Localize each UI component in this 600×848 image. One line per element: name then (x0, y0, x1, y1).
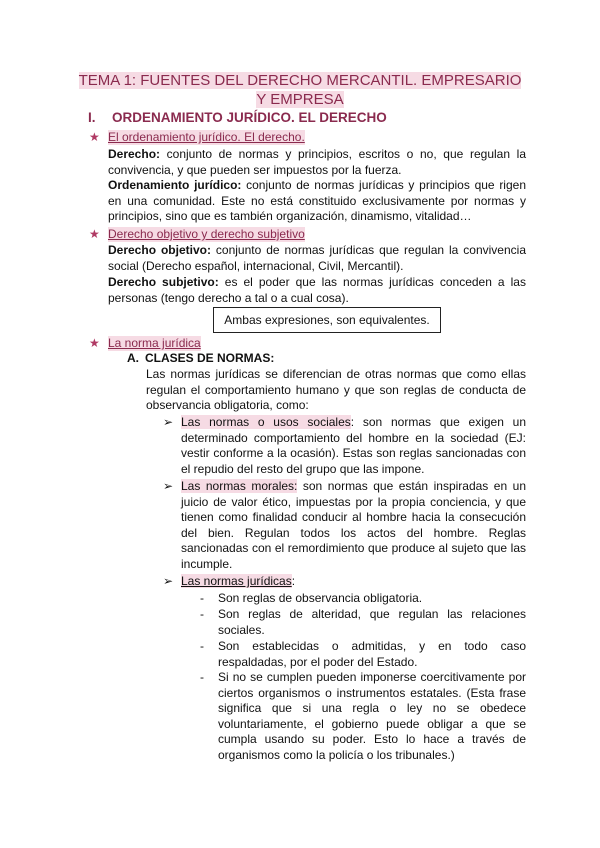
dash-bullet: - (200, 639, 204, 653)
star-bullet-icon: ★ (89, 130, 100, 144)
section-title: ORDENAMIENTO JURÍDICO. EL DERECHO (112, 110, 387, 125)
def-sociales: : son normas que exigen un determinado comportamiento del hombre en la sociedad (EJ: vestir conforme a la ocasión). Estas son reglas sancionadas con el repudio del resto del grupo que las impone. (181, 415, 526, 476)
paragraph-morales (181, 479, 526, 572)
arrow-bullet-icon: ➢ (163, 415, 174, 429)
list-item: Son establecidas o admitidas, y en todo caso respaldadas, por el poder del Estado. (218, 639, 526, 669)
paragraph-derecho (108, 147, 526, 178)
term-derecho: Derecho: (108, 147, 161, 161)
paragraph-intro: Las normas jurídicas se diferencian de otras normas que como ellas regulan el comportamiento humano y que son reglas de conducta de observancia obligatoria, como: (146, 367, 526, 412)
juridicas-colon: : (291, 574, 296, 588)
note-box: Ambas expresiones, son equivalentes. (213, 307, 441, 333)
dash-bullet: - (200, 607, 204, 621)
subheading-ordenamiento: El ordenamiento jurídico. El derecho. (108, 130, 305, 144)
clases-letter: A. (127, 351, 139, 365)
def-ordenamiento: conjunto de normas jurídicas y principios que rigen en una comunidad. Este no está constituido exclusivamente por normas y principios, sino que es también organización, dinamismo, vitalidad… (108, 178, 526, 223)
clases-title: CLASES DE NORMAS: (145, 351, 275, 365)
term-subjetivo: Derecho subjetivo: (108, 275, 219, 289)
subheading-norma-juridica: La norma jurídica (108, 336, 201, 350)
def-objetivo: conjunto de normas jurídicas que regulan la convivencia social (Derecho español, internacional, Civil, Mercantil). (108, 243, 526, 273)
section-number: I. (88, 110, 96, 125)
title-line-2: Y EMPRESA (256, 91, 344, 108)
paragraph-sociales (181, 415, 526, 477)
list-item: Son reglas de alteridad, que regulan las relaciones sociales. (218, 607, 526, 637)
term-sociales: Las normas o usos sociales (181, 415, 351, 429)
term-ordenamiento: Ordenamiento jurídico: (108, 178, 242, 192)
subheading-derecho-objetivo: Derecho objetivo y derecho subjetivo (108, 227, 305, 241)
paragraph-objetivo (108, 243, 526, 274)
paragraph-subjetivo (108, 275, 526, 306)
def-subjetivo: es el poder que las normas jurídicas conceden a las personas (tengo derecho a tal o a cual cosa). (108, 275, 526, 305)
list-item: Son reglas de observancia obligatoria. (218, 591, 423, 605)
star-bullet-icon: ★ (89, 336, 100, 350)
arrow-bullet-icon: ➢ (163, 574, 174, 588)
clases-heading (127, 351, 274, 365)
star-bullet-icon: ★ (89, 227, 100, 241)
dash-bullet: - (200, 591, 204, 605)
term-morales: Las normas morales: (181, 479, 298, 493)
dash-bullet: - (200, 670, 204, 684)
title-line-1: TEMA 1: FUENTES DEL DERECHO MERCANTIL. EMPRESARIO (78, 72, 522, 89)
paragraph-juridicas (181, 574, 526, 590)
list-item: Si no se cumplen pueden imponerse coercitivamente por ciertos organismos o instrumentos estatales. (Esta frase significa que si una regla o ley no se obedece voluntariamente, el gobierno puede obligar a que se cumpla usando su poder. Esto lo hace a través de organismos como la policía o los tribunales.) (218, 670, 526, 762)
def-morales: son normas que están inspiradas en un juicio de valor ético, impuestas por la propia conciencia, y que tienen como finalidad conducir al hombre hacia la consecución del bien. Regulan todos los actos del hombre. Reglas sancionadas con el remordimiento que produce al sujeto que las incumple. (181, 479, 526, 571)
def-derecho: conjunto de normas y principios, escritos o no, que regulan la convivencia, y que pueden ser impuestos por la fuerza. (108, 147, 526, 177)
term-objetivo: Derecho objetivo: (108, 243, 211, 257)
term-juridicas: Las normas jurídicas (181, 574, 292, 588)
paragraph-ordenamiento (108, 178, 526, 225)
section-heading (88, 110, 387, 125)
arrow-bullet-icon: ➢ (163, 479, 174, 493)
document-title (75, 71, 525, 109)
